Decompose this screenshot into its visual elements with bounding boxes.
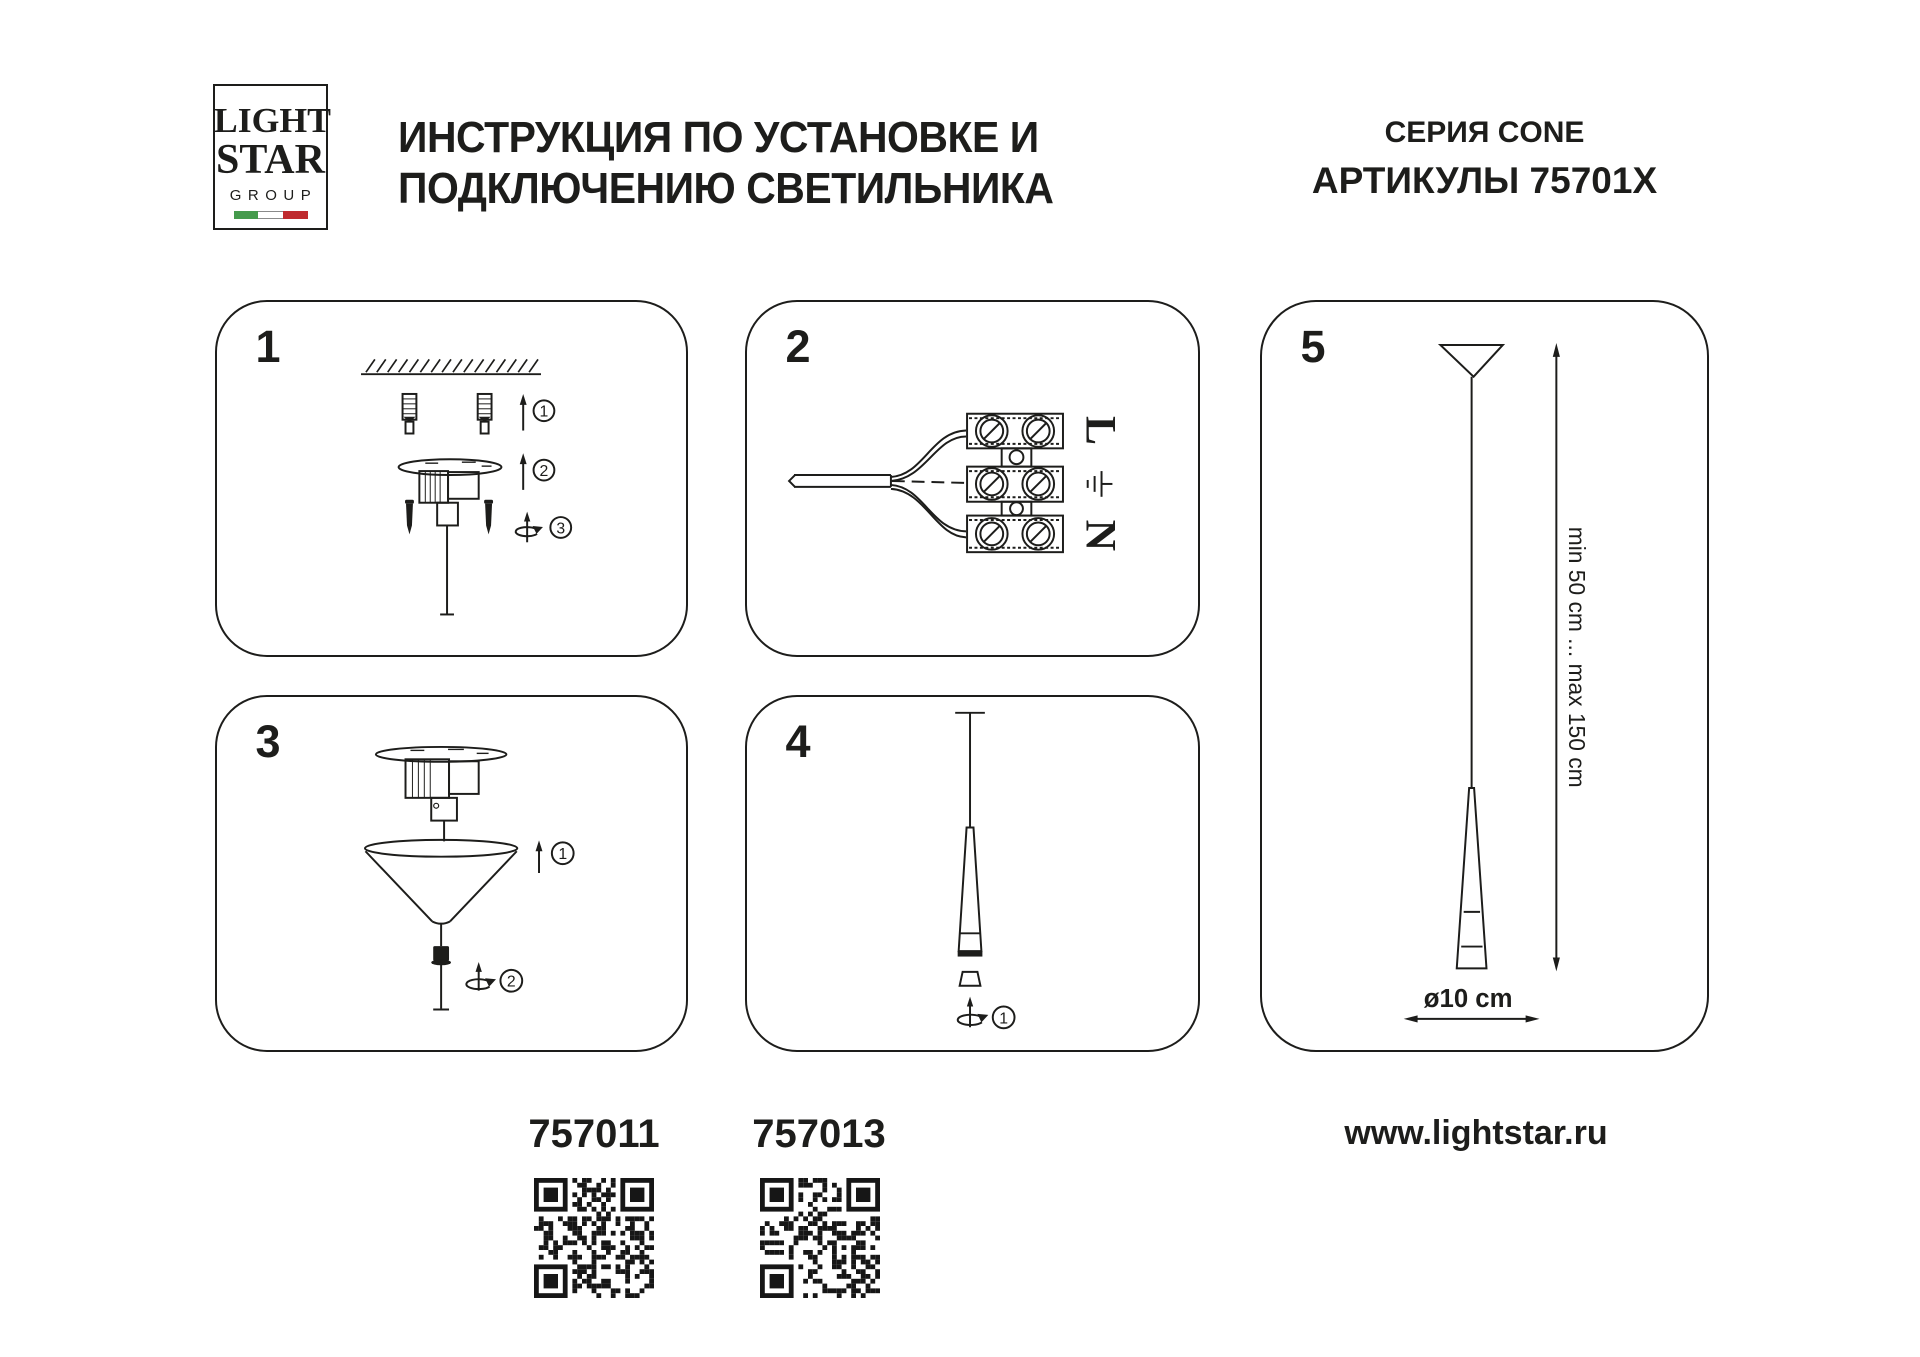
ceiling-hatch	[361, 359, 541, 374]
arrow-up-icon	[520, 453, 527, 490]
step-2-panel	[745, 300, 1200, 657]
lightstar-logo	[213, 84, 331, 230]
arrow-up-icon	[520, 394, 527, 431]
step-2-number: 2	[785, 321, 811, 372]
screw-icon	[484, 500, 493, 535]
title-line-1: ИНСТРУКЦИЯ ПО УСТАНОВКЕ И	[398, 113, 1039, 162]
pendant-assembly	[955, 713, 985, 986]
flag-red	[283, 211, 308, 219]
step-5-panel	[1260, 300, 1709, 1052]
article-number-757011: 757011	[528, 1112, 660, 1156]
svg-text:3: 3	[556, 520, 566, 538]
ground-symbol-icon	[1088, 471, 1113, 497]
italian-flag-icon	[234, 211, 308, 219]
wall-plug-anchor-icon	[478, 394, 492, 434]
rotation-arrow-icon	[466, 962, 496, 991]
ceiling-plate	[399, 459, 502, 614]
wall-plug-anchor-icon	[403, 394, 417, 434]
svg-text:2: 2	[539, 463, 549, 481]
callout-3	[550, 517, 571, 538]
title-line-2: ПОДКЛЮЧЕНИЮ СВЕТИЛЬНИКА	[398, 164, 1054, 213]
step-1-number: 1	[255, 321, 281, 372]
arrow-up-icon	[536, 840, 543, 873]
article-number-757013: 757013	[752, 1112, 886, 1156]
qr-code-757011	[534, 1178, 654, 1298]
qr-code-757013	[760, 1178, 880, 1298]
svg-text:1: 1	[539, 403, 549, 421]
height-range-label: min 50 cm ... max 150 cm	[1564, 526, 1591, 788]
flag-green	[234, 211, 259, 219]
step-3-number: 3	[255, 716, 281, 767]
step-4-panel	[745, 695, 1200, 1052]
svg-text:1: 1	[558, 846, 568, 864]
callout-1	[534, 400, 555, 421]
terminal-block	[967, 414, 1063, 552]
step-4-diagram	[747, 697, 1198, 1050]
diameter-dimension-arrow	[1404, 1015, 1540, 1022]
cord-grip	[431, 923, 451, 1009]
page-title	[398, 112, 1054, 214]
callout-2	[500, 970, 522, 992]
height-dimension-arrow	[1553, 343, 1560, 971]
callout-1	[552, 842, 574, 864]
step-4-number: 4	[785, 716, 811, 767]
step-1-diagram	[217, 302, 686, 655]
step-3-diagram	[217, 697, 686, 1050]
step-2-diagram	[747, 302, 1198, 655]
step-5-number: 5	[1300, 321, 1326, 372]
cone-shade	[365, 840, 517, 924]
mains-cable	[789, 431, 966, 538]
terminal-label-line: L	[1076, 416, 1125, 446]
logo-word-star: STAR	[216, 137, 325, 183]
logo-word-group: GROUP	[229, 187, 318, 204]
callout-1	[993, 1006, 1015, 1028]
step-1-panel	[215, 300, 688, 657]
rotation-arrow-icon	[516, 512, 543, 543]
logo-word-light: LIGHT	[213, 101, 331, 140]
articles-label: АРТИКУЛЫ 75701X	[1311, 160, 1658, 201]
screw-icon	[405, 500, 414, 535]
series-label: СЕРИЯ CONE	[1384, 116, 1585, 149]
pendant-full-view	[1440, 345, 1502, 968]
flag-white	[258, 211, 283, 219]
terminal-label-neutral: N	[1076, 519, 1125, 552]
svg-text:1: 1	[999, 1010, 1009, 1028]
ceiling-plate	[376, 747, 507, 841]
step-5-diagram	[1262, 302, 1707, 1050]
svg-text:2: 2	[506, 973, 516, 991]
diameter-label: ø10 cm	[1423, 985, 1513, 1014]
step-3-panel	[215, 695, 688, 1052]
website-url: www.lightstar.ru	[1344, 1114, 1608, 1152]
rotation-arrow-icon	[958, 997, 989, 1028]
callout-2	[534, 460, 555, 481]
